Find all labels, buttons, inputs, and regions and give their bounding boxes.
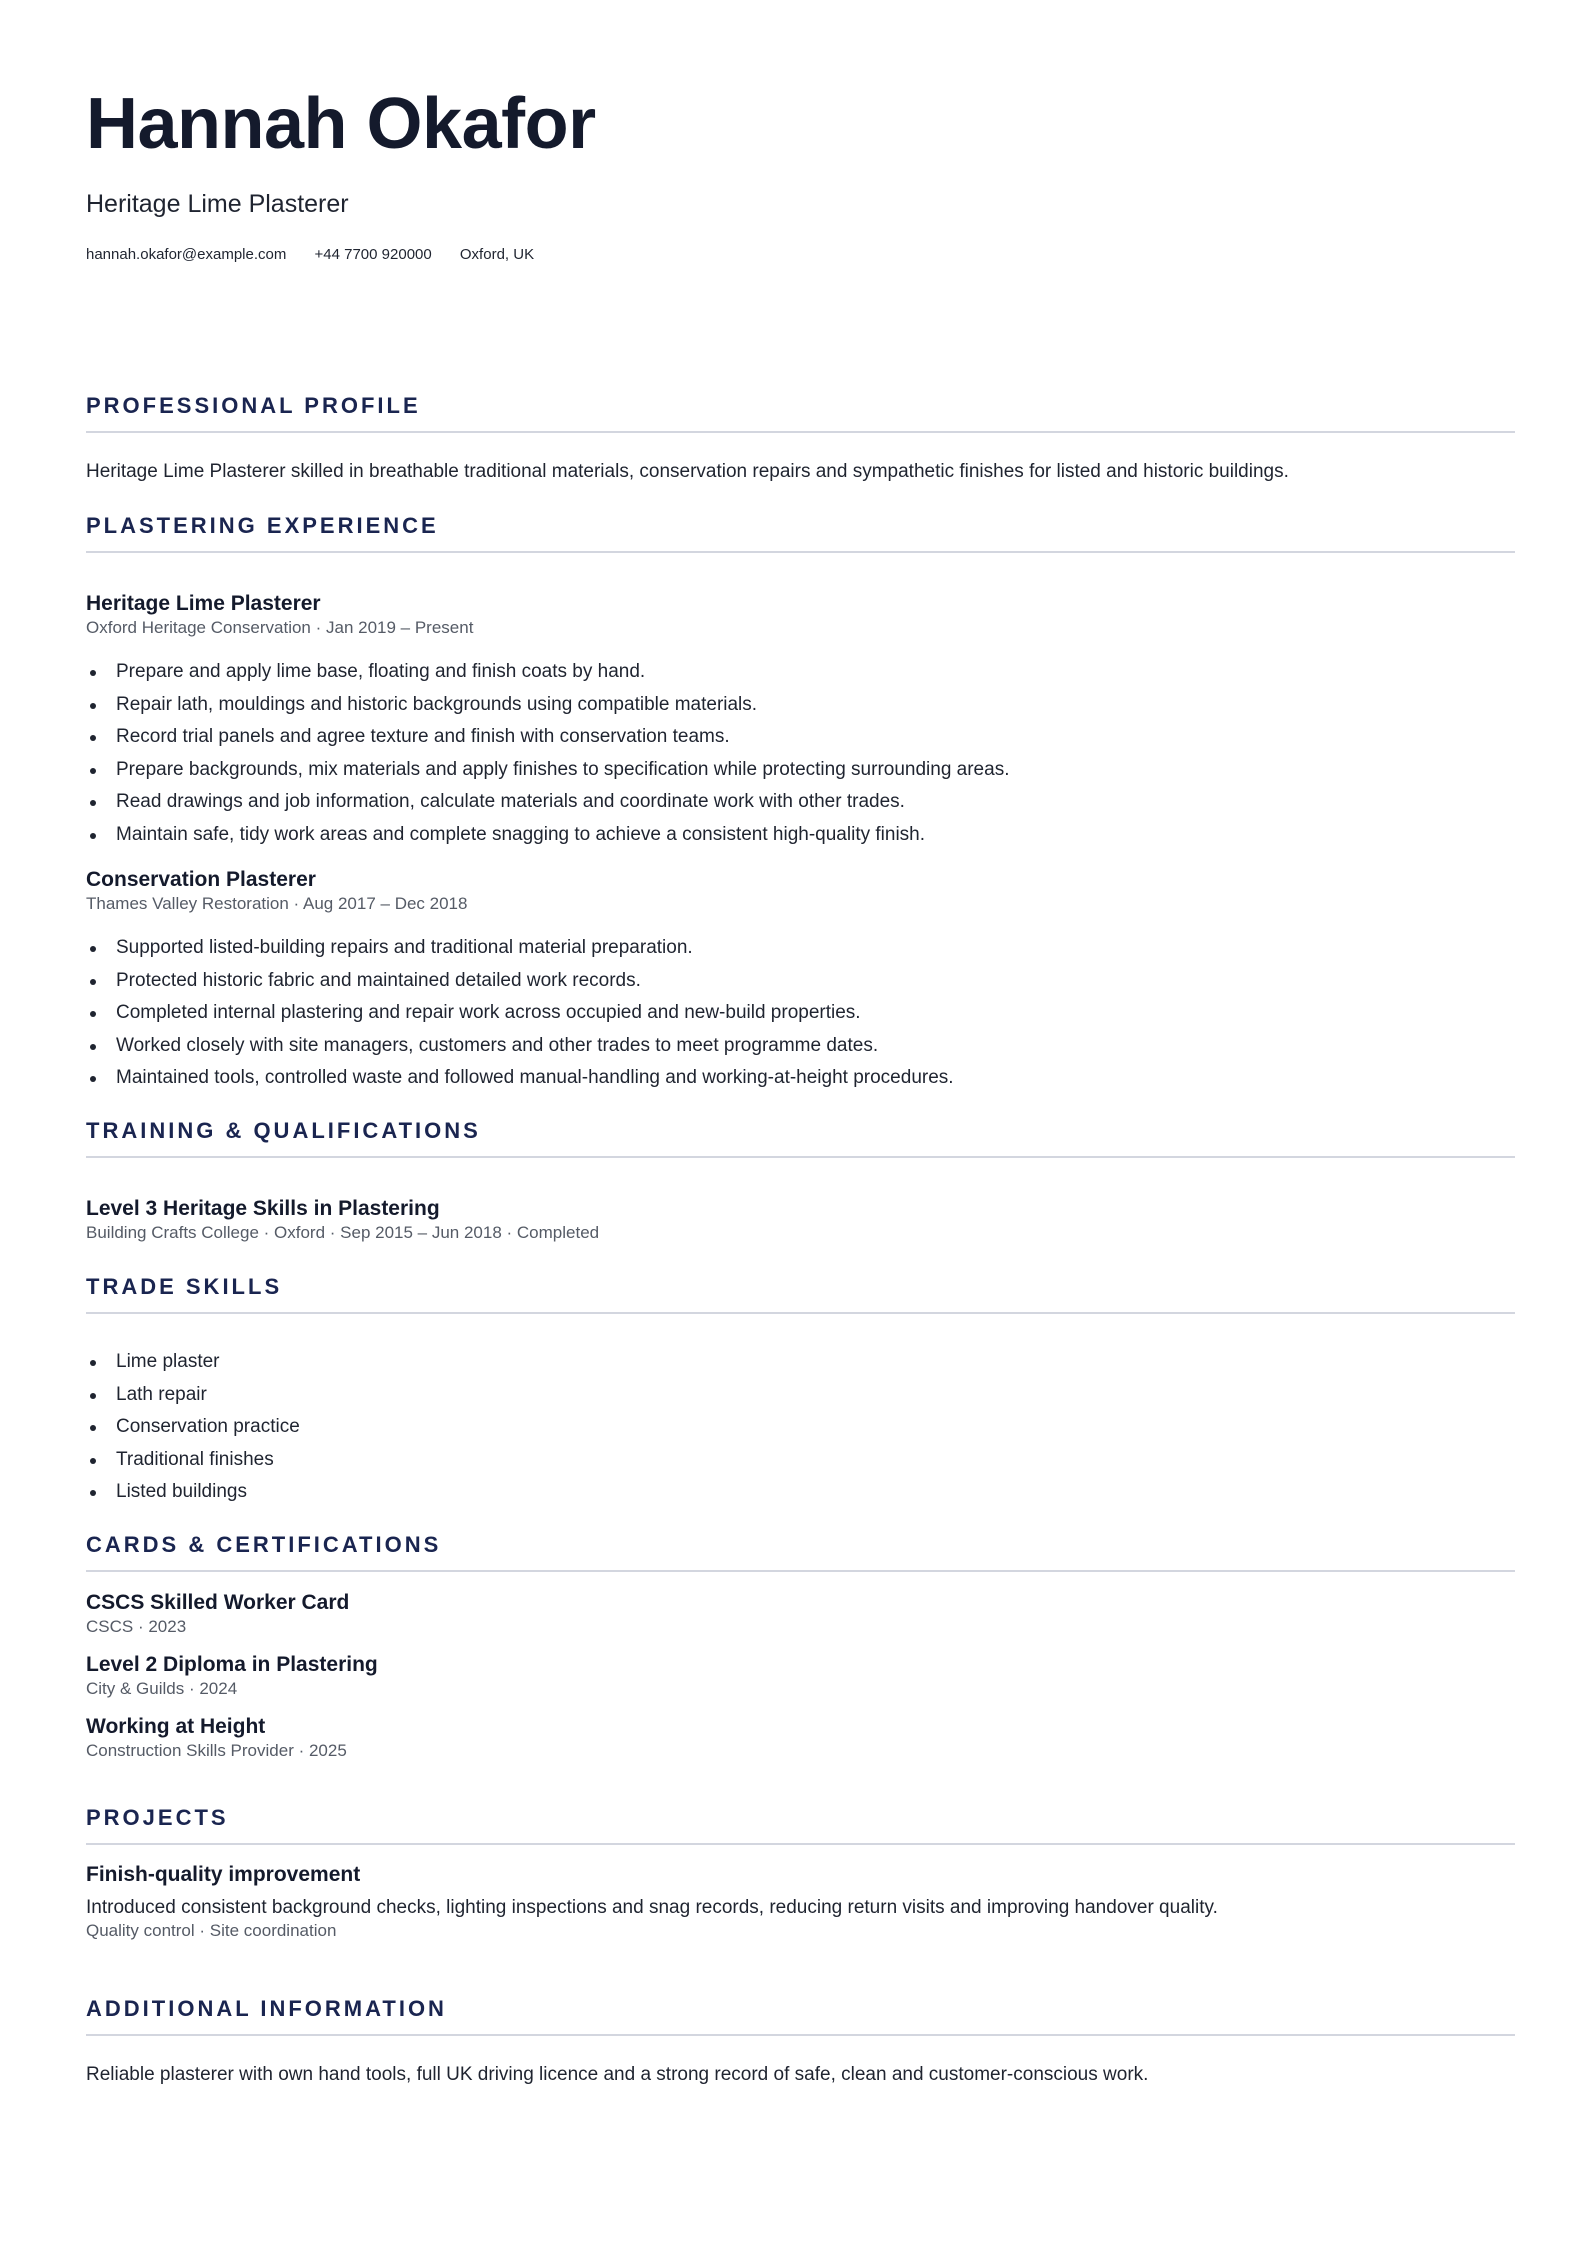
- contact-email[interactable]: hannah.okafor@example.com: [86, 246, 287, 263]
- list-item: Protected historic fabric and maintained detailed work records.: [86, 965, 954, 998]
- list-item: Record trial panels and agree texture and finish with conservation teams.: [86, 721, 1009, 754]
- section-divider: [86, 2034, 1515, 2036]
- certification-meta: CSCS · 2023: [86, 1617, 187, 1636]
- list-item: Read drawings and job information, calculate materials and coordinate work with other trades.: [86, 786, 1009, 819]
- job-meta: Oxford Heritage Conservation · Jan 2019 – Present: [86, 618, 474, 637]
- section-heading-training: TRAINING & QUALIFICATIONS: [86, 1118, 481, 1143]
- skill-item: Conservation practice: [86, 1411, 300, 1444]
- list-item: Prepare backgrounds, mix materials and apply finishes to specification while protecting surrounding areas.: [86, 754, 1009, 787]
- project-title: Finish-quality improvement: [86, 1863, 361, 1886]
- section-heading-skills: TRADE SKILLS: [86, 1274, 283, 1299]
- certification-meta: Construction Skills Provider · 2025: [86, 1741, 347, 1760]
- project-tags: Quality control · Site coordination: [86, 1921, 337, 1940]
- skills-list: [86, 1346, 300, 1509]
- certification-meta: City & Guilds · 2024: [86, 1679, 238, 1698]
- list-item: Maintained tools, controlled waste and followed manual-handling and working-at-height procedures.: [86, 1062, 954, 1095]
- list-item: Completed internal plastering and repair work across occupied and new-build properties.: [86, 997, 954, 1030]
- list-item: Worked closely with site managers, customers and other trades to meet programme dates.: [86, 1030, 954, 1063]
- section-divider: [86, 1312, 1515, 1314]
- section-heading-certifications: CARDS & CERTIFICATIONS: [86, 1532, 442, 1557]
- profile-summary: Heritage Lime Plasterer skilled in breathable traditional materials, conservation repairs and sympathetic finishes for listed and historic buildings.: [86, 461, 1289, 482]
- section-heading-projects: PROJECTS: [86, 1805, 229, 1830]
- certification-title: CSCS Skilled Worker Card: [86, 1591, 350, 1614]
- skill-item: Traditional finishes: [86, 1444, 300, 1477]
- certification-title: Level 2 Diploma in Plastering: [86, 1653, 378, 1676]
- skill-item: Lath repair: [86, 1379, 300, 1412]
- qualification-meta: Building Crafts College · Oxford · Sep 2015 – Jun 2018 · Completed: [86, 1223, 600, 1242]
- list-item: Supported listed-building repairs and traditional material preparation.: [86, 932, 954, 965]
- qualification-title: Level 3 Heritage Skills in Plastering: [86, 1197, 440, 1220]
- section-heading-experience: PLASTERING EXPERIENCE: [86, 513, 439, 538]
- list-item: Maintain safe, tidy work areas and complete snagging to achieve a consistent high-quality finish.: [86, 819, 1009, 852]
- job-title: Conservation Plasterer: [86, 868, 316, 891]
- job-bullet-list: [86, 656, 1009, 851]
- section-divider: [86, 1156, 1515, 1158]
- skill-item: Listed buildings: [86, 1476, 300, 1509]
- section-divider: [86, 431, 1515, 433]
- candidate-name: Hannah Okafor: [86, 84, 596, 164]
- section-heading-profile: PROFESSIONAL PROFILE: [86, 393, 421, 418]
- contact-line: [86, 246, 558, 263]
- list-item: Prepare and apply lime base, floating and finish coats by hand.: [86, 656, 1009, 689]
- job-title: Heritage Lime Plasterer: [86, 592, 321, 615]
- section-heading-additional: ADDITIONAL INFORMATION: [86, 1996, 447, 2021]
- project-description: Introduced consistent background checks, lighting inspections and snag records, reducing return visits and improving handover quality.: [86, 1897, 1218, 1918]
- list-item: Repair lath, mouldings and historic backgrounds using compatible materials.: [86, 689, 1009, 722]
- skill-item: Lime plaster: [86, 1346, 300, 1379]
- candidate-title: Heritage Lime Plasterer: [86, 190, 349, 218]
- job-meta: Thames Valley Restoration · Aug 2017 – Dec 2018: [86, 894, 468, 913]
- additional-info-text: Reliable plasterer with own hand tools, full UK driving licence and a strong record of safe, clean and customer-conscious work.: [86, 2064, 1149, 2085]
- section-divider: [86, 1570, 1515, 1572]
- contact-location: Oxford, UK: [459, 246, 535, 263]
- certification-title: Working at Height: [86, 1715, 266, 1738]
- job-bullet-list: [86, 932, 954, 1095]
- section-divider: [86, 551, 1515, 553]
- contact-phone[interactable]: +44 7700 920000: [314, 246, 432, 263]
- section-divider: [86, 1843, 1515, 1845]
